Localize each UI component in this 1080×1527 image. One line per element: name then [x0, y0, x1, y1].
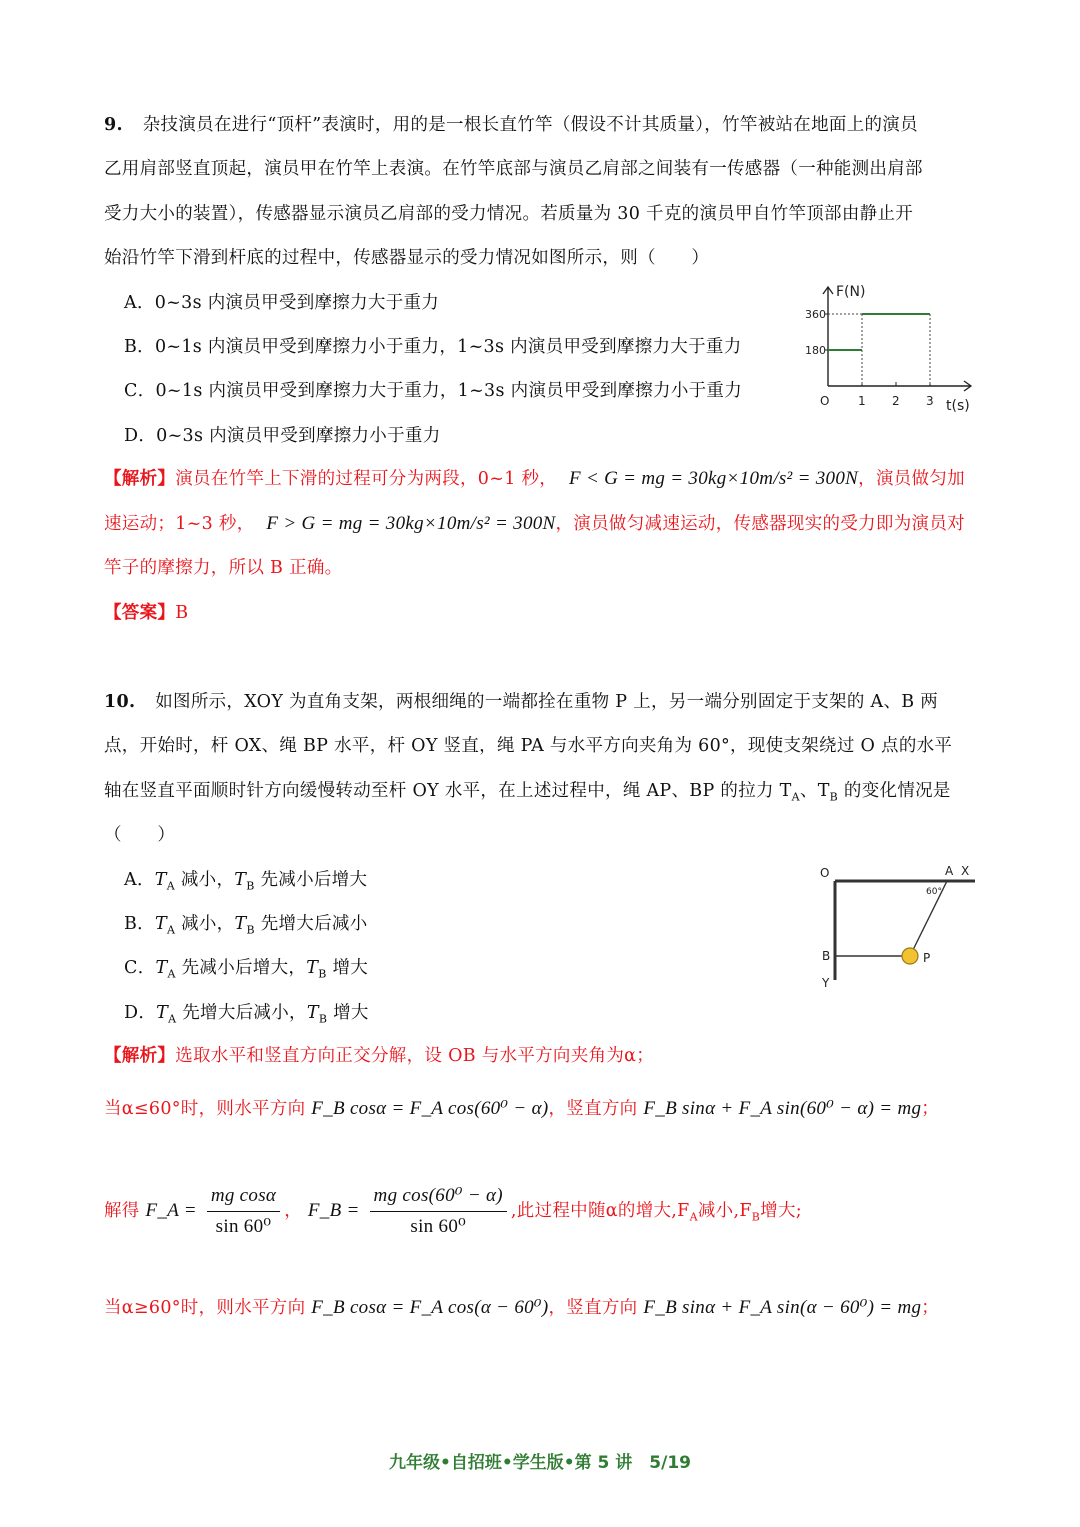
q10-line-3	[104, 779, 951, 810]
q9-analysis-tag: 【解析】	[104, 469, 176, 489]
q10-solve-sep: ，	[284, 1201, 302, 1221]
q10-option-d	[124, 1001, 369, 1032]
q10-option-d-prefix: D．	[124, 1003, 157, 1023]
y-tick-label-360: 360	[805, 308, 826, 321]
q10-option-b-mid: 减小，	[175, 914, 235, 934]
q10-case-1-formula-1: F_B cosα = F_A cos(60⁰ − α)	[311, 1098, 549, 1119]
q10-option-a	[124, 868, 367, 899]
x-axis-label: t(s)	[946, 398, 970, 414]
q9-line-1	[104, 113, 918, 137]
q10-solve-fb-numerator: mg cos(60⁰ − α)	[370, 1183, 507, 1212]
label-p: P	[923, 951, 931, 965]
x-tick-label-1: 1	[858, 394, 866, 408]
q9-option-a: A．0~3s 内演员甲受到摩擦力大于重力	[124, 293, 440, 313]
label-b: B	[822, 949, 831, 963]
q10-sub-a: A	[791, 790, 800, 804]
q10-case-1-c: ；	[921, 1099, 940, 1119]
label-y: Y	[822, 976, 830, 990]
q9-option-c: C．0~1s 内演员甲受到摩擦力大于重力，1~3s 内演员甲受到摩擦力小于重力	[124, 381, 743, 401]
q10-option-d-t1: T	[156, 1003, 169, 1023]
q9-line-2: 乙用肩部竖直顶起，演员甲在竹竿上表演。在竹竿底部与演员乙肩部之间装有一传感器（一种能测出肩部	[104, 159, 923, 179]
q10-option-c	[124, 956, 368, 987]
q10-case-2-formula-1: F_B cosα = F_A cos(α − 60⁰)	[311, 1297, 549, 1318]
q9-answer-value: B	[175, 603, 189, 623]
q10-solve-fa-lhs: F_A =	[145, 1200, 197, 1221]
q10-option-c-mid: 先减小后增大，	[175, 958, 307, 978]
y-tick-label-180: 180	[805, 344, 826, 357]
q10-option-d-t2: T	[306, 1003, 319, 1023]
origin-label: O	[820, 394, 830, 408]
q9-analysis-formula-1: F < G = mg = 30kg×10m/s² = 300N	[568, 468, 859, 489]
q10-case-2-formula-2: F_B sinα + F_A sin(α − 60⁰) = mg	[643, 1297, 922, 1318]
q9-text-1: 杂技演员在进行“顶杆”表演时，用的是一根长直竹竿（假设不计其质量），竹竿被站在地面上的演员	[142, 115, 918, 135]
q10-option-b	[124, 912, 368, 943]
q10-case-2-c: ；	[921, 1298, 940, 1318]
q9-answer-tag: 【答案】	[104, 603, 176, 623]
q10-option-a-s2: B	[246, 879, 255, 893]
q10-option-c-s2: B	[318, 967, 327, 981]
q10-option-a-t1: T	[154, 870, 167, 890]
q10-text-1: 如图所示，XOY 为直角支架，两根细绳的一端都拴在重物 P 上，另一端分别固定于支架的 A、B 两	[155, 692, 939, 712]
q10-option-b-prefix: B．	[124, 914, 155, 934]
q10-solve-fb-fraction	[370, 1183, 507, 1240]
q10-option-c-s1: A	[167, 967, 176, 981]
q10-case-2-b: ，竖直方向	[548, 1298, 638, 1318]
bracket-diagram	[815, 860, 980, 995]
q10-text-3: 轴在竖直平面顺时针方向缓慢转动至杆 OY 水平，在上述过程中，绳 AP、BP 的拉力 T	[104, 781, 792, 801]
q10-case-1	[104, 1097, 939, 1121]
q9-analysis-line-2	[104, 512, 965, 536]
q10-option-a-end: 先减小后增大	[254, 870, 368, 890]
q10-text-3-mid: 、T	[799, 781, 830, 801]
q9-analysis-text-1b: ，演员做匀加	[858, 469, 965, 489]
q10-case-1-a: 当α≤60°时，则水平方向	[104, 1099, 306, 1119]
q10-option-c-end: 增大	[326, 958, 369, 978]
q10-analysis-tag: 【解析】	[104, 1046, 176, 1066]
label-a: A	[945, 864, 954, 878]
q10-option-d-mid: 先增大后减小，	[176, 1003, 307, 1023]
q10-option-c-t2: T	[306, 958, 319, 978]
q10-solve-fa-fraction	[207, 1183, 280, 1240]
q9-option-d: D．0~3s 内演员甲受到摩擦力小于重力	[124, 426, 441, 446]
q10-number: 10.	[104, 692, 136, 712]
q10-option-d-s2: B	[318, 1012, 328, 1026]
q10-line-4: （ ）	[104, 825, 176, 845]
label-o: O	[820, 866, 830, 880]
label-x: X	[961, 864, 970, 878]
q10-option-a-t2: T	[234, 870, 247, 890]
q10-solve-fb-lhs: F_B =	[307, 1200, 360, 1221]
label-angle: 60°	[926, 887, 942, 897]
q10-solve-a: 解得	[104, 1201, 140, 1221]
q10-option-c-prefix: C．	[124, 958, 156, 978]
q10-solve-fa-numerator: mg cosα	[207, 1183, 280, 1212]
q10-case-1-formula-2: F_B sinα + F_A sin(60⁰ − α) = mg	[643, 1098, 922, 1119]
weight-p	[902, 948, 918, 964]
q10-option-c-t1: T	[155, 958, 168, 978]
q10-solve-d: 增大;	[760, 1201, 802, 1221]
y-axis-label: F(N)	[836, 284, 866, 300]
q10-solve-sub-b: B	[751, 1210, 761, 1224]
q10-option-b-s2: B	[246, 923, 255, 937]
q10-text-3-end: 的变化情况是	[838, 781, 951, 801]
q9-line-3: 受力大小的装置），传感器显示演员乙肩部的受力情况。若质量为 30 千克的演员甲自竹竿顶部由静止开	[104, 204, 914, 224]
q10-option-b-t2: T	[234, 914, 247, 934]
q10-option-a-mid: 减小，	[174, 870, 235, 890]
q9-analysis-text-1a: 演员在竹竿上下滑的过程可分为两段，0~1 秒，	[175, 469, 558, 489]
q10-solution	[104, 1183, 802, 1240]
q9-answer	[104, 601, 188, 625]
q10-analysis-line-1	[104, 1044, 654, 1068]
q9-analysis-text-2b: ，演员做匀减速运动，传感器现实的受力即为演员对	[555, 514, 965, 534]
q9-analysis-line-1	[104, 467, 965, 491]
q10-solve-sub-a: A	[689, 1210, 698, 1224]
q10-solve-c: 减小,F	[697, 1201, 752, 1221]
q10-option-a-s1: A	[166, 879, 175, 893]
q10-option-d-s1: A	[168, 1012, 177, 1026]
q10-analysis-text-1: 选取水平和竖直方向正交分解，设 OB 与水平方向夹角为α；	[175, 1046, 655, 1066]
q10-option-b-t1: T	[154, 914, 167, 934]
q9-analysis-line-3: 竿子的摩擦力，所以 B 正确。	[104, 558, 343, 578]
q9-analysis-text-2a: 速运动；1~3 秒，	[104, 514, 255, 534]
force-time-chart	[800, 280, 980, 415]
q10-sub-b: B	[829, 790, 839, 804]
q10-line-1	[104, 690, 938, 714]
q9-line-4: 始沿竹竿下滑到杆底的过程中，传感器显示的受力情况如图所示，则（ ）	[104, 248, 710, 268]
q10-solve-fa-denominator: sin 60⁰	[215, 1216, 272, 1237]
q10-case-2-a: 当α≥60°时，则水平方向	[104, 1298, 306, 1318]
q10-case-1-b: ，竖直方向	[548, 1099, 638, 1119]
x-tick-label-2: 2	[892, 394, 900, 408]
page-footer: 九年级•自招班•学生版•第 5 讲 5/19	[389, 1453, 691, 1473]
q9-number: 9.	[104, 115, 123, 135]
q10-case-2	[104, 1296, 939, 1320]
x-tick-label-3: 3	[926, 394, 934, 408]
q10-solve-fb-denominator: sin 60⁰	[410, 1216, 467, 1237]
q10-line-2: 点，开始时，杆 OX、绳 BP 水平，杆 OY 竖直，绳 PA 与水平方向夹角为 60°，现使支架绕过 O 点的水平	[104, 736, 953, 756]
q9-analysis-formula-2: F > G = mg = 30kg×10m/s² = 300N	[266, 513, 556, 534]
q9-option-b: B．0~1s 内演员甲受到摩擦力小于重力，1~3s 内演员甲受到摩擦力大于重力	[124, 337, 742, 357]
q10-option-a-prefix: A．	[124, 870, 155, 890]
q10-option-d-end: 增大	[327, 1003, 369, 1023]
q10-option-b-end: 先增大后减小	[254, 914, 368, 934]
q10-solve-b: ,此过程中随α的增大,F	[510, 1201, 690, 1221]
q10-option-b-s1: A	[166, 923, 176, 937]
